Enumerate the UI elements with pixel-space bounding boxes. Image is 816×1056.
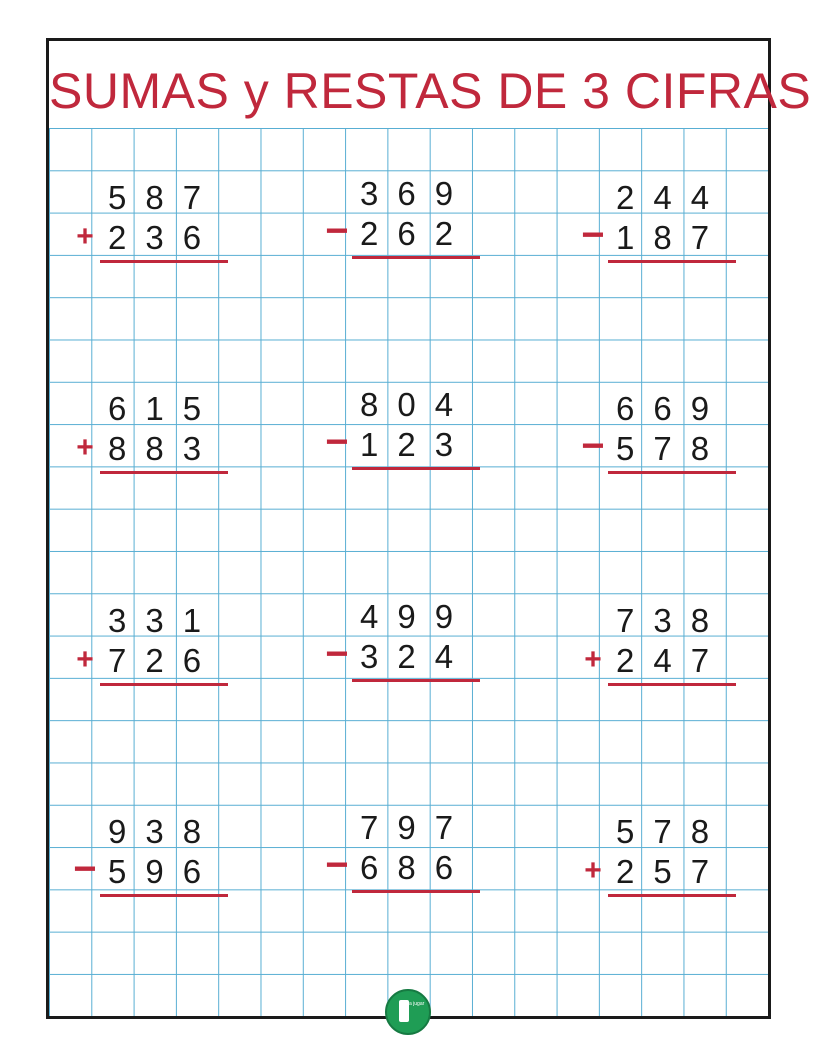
operation-10 <box>70 812 220 902</box>
operation-4 <box>70 389 220 479</box>
result-line <box>608 471 736 474</box>
operation-11 <box>322 808 472 898</box>
operand-top: 369 <box>360 175 473 212</box>
operand-top: 804 <box>360 386 473 423</box>
operand-bottom: 883 <box>108 430 221 467</box>
pencil-icon <box>399 1000 409 1022</box>
minus-sign-icon: − <box>73 847 97 891</box>
operand-bottom: 236 <box>108 219 221 256</box>
operand-bottom: 726 <box>108 642 221 679</box>
result-line <box>352 890 480 893</box>
plus-sign-icon: + <box>584 854 602 887</box>
operand-bottom: 324 <box>360 638 473 675</box>
operand-bottom: 123 <box>360 426 473 463</box>
operation-3 <box>578 178 728 268</box>
operation-9 <box>578 601 728 691</box>
minus-sign-icon: − <box>325 843 349 887</box>
plus-sign-icon: + <box>584 643 602 676</box>
operand-top: 669 <box>616 390 729 427</box>
result-line <box>100 471 228 474</box>
logo-text: a jugar <box>409 1001 425 1007</box>
page-title: SUMAS y RESTAS DE 3 CIFRAS <box>49 63 812 119</box>
result-line <box>352 467 480 470</box>
result-line <box>608 894 736 897</box>
plus-sign-icon: + <box>76 431 94 464</box>
plus-sign-icon: + <box>76 643 94 676</box>
operation-7 <box>70 601 220 691</box>
result-line <box>100 260 228 263</box>
result-line <box>100 683 228 686</box>
operand-bottom: 262 <box>360 215 473 252</box>
operand-bottom: 596 <box>108 853 221 890</box>
operand-bottom: 257 <box>616 853 729 890</box>
operation-12 <box>578 812 728 902</box>
operand-bottom: 247 <box>616 642 729 679</box>
plus-sign-icon: + <box>76 220 94 253</box>
minus-sign-icon: − <box>325 209 349 253</box>
operand-top: 738 <box>616 602 729 639</box>
operand-bottom: 686 <box>360 849 473 886</box>
result-line <box>352 256 480 259</box>
operand-top: 587 <box>108 179 221 216</box>
minus-sign-icon: − <box>581 213 605 257</box>
operand-top: 615 <box>108 390 221 427</box>
result-line <box>608 260 736 263</box>
result-line <box>100 894 228 897</box>
minus-sign-icon: − <box>581 424 605 468</box>
operand-top: 331 <box>108 602 221 639</box>
result-line <box>352 679 480 682</box>
operand-top: 499 <box>360 598 473 635</box>
operation-5 <box>322 385 472 475</box>
operand-top: 797 <box>360 809 473 846</box>
operand-top: 244 <box>616 179 729 216</box>
operation-6 <box>578 389 728 479</box>
operand-bottom: 578 <box>616 430 729 467</box>
operation-8 <box>322 597 472 687</box>
operand-bottom: 187 <box>616 219 729 256</box>
operation-2 <box>322 174 472 264</box>
operand-top: 938 <box>108 813 221 850</box>
operand-top: 578 <box>616 813 729 850</box>
brand-logo <box>385 989 431 1035</box>
minus-sign-icon: − <box>325 420 349 464</box>
result-line <box>608 683 736 686</box>
minus-sign-icon: − <box>325 632 349 676</box>
operation-1 <box>70 178 220 268</box>
